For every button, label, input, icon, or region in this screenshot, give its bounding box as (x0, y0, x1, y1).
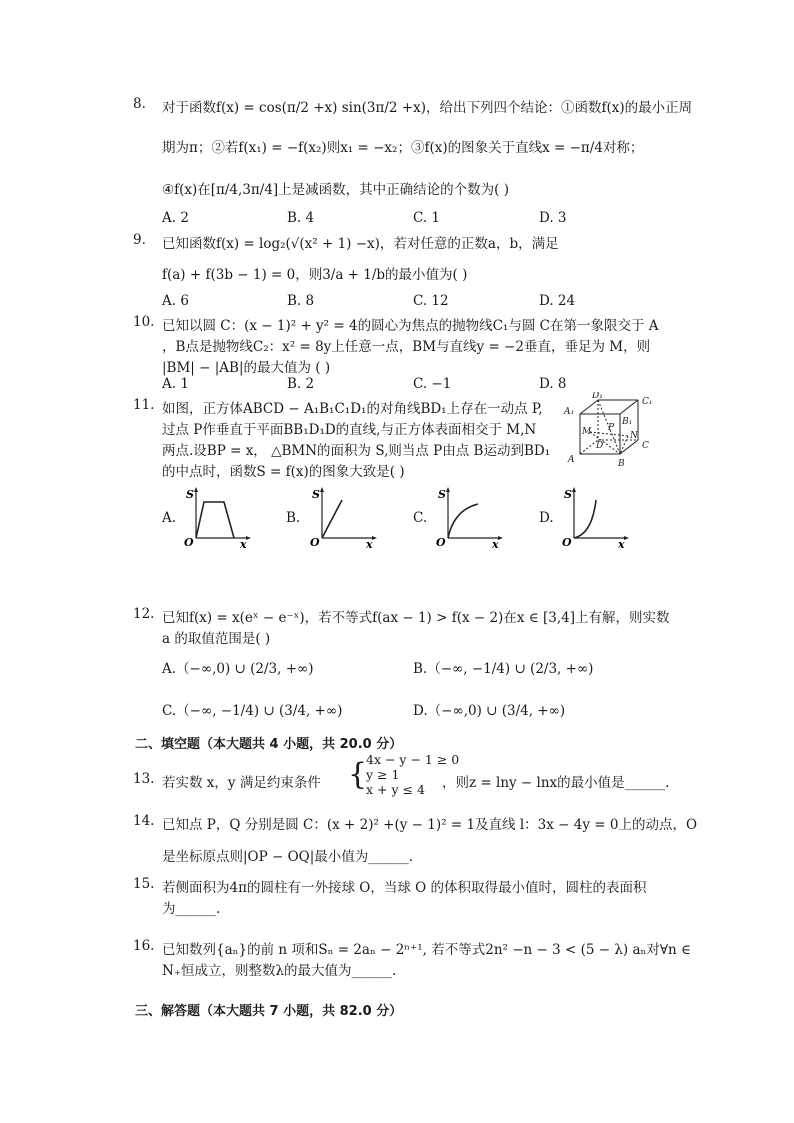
s-axis-label: S (564, 488, 572, 501)
option-c: C. 1 (413, 210, 441, 226)
question-number: 10. (133, 314, 155, 330)
question-text-line: 已知以圆 C：(x − 1)² + y² = 4的圆心为焦点的抛物线C₁与圆 C在第一象限交于 A (162, 318, 659, 334)
cube-label: D (596, 441, 604, 451)
cube-label: P (608, 423, 615, 433)
s-axis-label: S (312, 488, 320, 501)
question-text-line: ，则z = lny − lnx的最小值是______. (442, 775, 670, 791)
graph-curve (448, 504, 478, 538)
question-text-line: N₊恒成立，则整数λ的最大值为______. (162, 963, 397, 979)
question-text-line: 已知f(x) = x(eˣ − e⁻ˣ)，若不等式f(ax − 1) > f(x − 2)在x ∈ [3,4]上有解，则实数 (162, 610, 670, 626)
question-number: 14. (133, 813, 155, 829)
cube-label: A (568, 455, 575, 465)
question-text-line: 是坐标原点则|OP − OQ|最小值为______. (162, 849, 414, 865)
option-b: B. 2 (287, 376, 315, 392)
question-text-line: 期为π；②若f(x₁) = −f(x₂)则x₁ = −x₂；③f(x)的图象关于直线x = −π/4对称； (162, 140, 644, 156)
question-number: 16. (133, 938, 155, 954)
x-axis-label: x (366, 538, 373, 548)
option-c: C. 12 (413, 293, 449, 309)
option-d: D. (539, 510, 554, 526)
graph-curve (322, 500, 342, 538)
question-text-line: 为______. (162, 901, 221, 917)
cube-label: C₁ (642, 397, 653, 407)
origin-label: O (184, 536, 194, 548)
option-b: B. 8 (287, 293, 315, 309)
cube-label: D₁ (592, 392, 603, 401)
question-number: 11. (133, 397, 155, 413)
option-a: A. 1 (162, 376, 189, 392)
option-d: D. 8 (539, 376, 567, 392)
option-a: A. 2 (162, 210, 189, 226)
graph-b (308, 486, 378, 548)
cube-label: N (630, 431, 638, 441)
question-number: 12. (133, 606, 155, 622)
option-c: C.（−∞, −1/4) ∪ (3/4, +∞) (162, 703, 343, 719)
question-text-line: 对于函数f(x) = cos(π/2 +x) sin(3π/2 +x)，给出下列四个结论：①函数f(x)的最小正周 (162, 100, 693, 116)
x-axis-label: x (618, 538, 625, 548)
option-d: D. 24 (539, 293, 576, 309)
s-axis-label: S (438, 488, 446, 501)
system-brace: { (348, 757, 368, 792)
option-b: B. (286, 510, 301, 526)
question-text-line: 若侧面积为4π的圆柱有一外接球 O，当球 O 的体积取得最小值时，圆柱的表面积 (162, 880, 647, 896)
option-b: B. 4 (287, 210, 315, 226)
question-text-line: 过点 P作垂直于平面BB₁D₁D的直线,与正方体表面相交于 M,N (162, 422, 537, 438)
question-text-line: ，B点是抛物线C₂：x² = 8y上任意一点，BM与直线y = −2垂直，垂足为 M，则 (162, 339, 651, 355)
cube-label: B₁ (622, 417, 633, 427)
section-heading-fill: 二、填空题（本大题共 4 小题，共 20.0 分） (135, 737, 403, 752)
option-c: C. (413, 510, 428, 526)
graph-d (560, 486, 630, 548)
graph-curve (574, 500, 596, 538)
question-number: 8. (133, 96, 146, 112)
question-number: 15. (133, 876, 155, 892)
graph-curve (196, 502, 234, 538)
s-axis-label: S (186, 488, 194, 501)
x-axis-label: x (492, 538, 499, 548)
question-text-line: ④f(x)在[π/4,3π/4]上是减函数，其中正确结论的个数为( ) (162, 182, 510, 198)
constraint-line: x + y ≤ 4 (366, 782, 425, 797)
constraint-line: y ≥ 1 (366, 767, 400, 782)
origin-label: O (436, 536, 446, 548)
origin-label: O (310, 536, 320, 548)
question-text-line: 已知函数f(x) = log₂(√(x² + 1) −x)，若对任意的正数a，b，满足 (162, 236, 559, 252)
cube-figure (562, 392, 662, 474)
question-text-line: 已知点 P，Q 分别是圆 C：(x + 2)² +(y − 1)² = 1及直线 l：3x − 4y = 0上的动点，O (162, 817, 698, 833)
option-a: A. 6 (162, 293, 189, 309)
question-text-line: 的中点时，函数S = f(x)的图象大致是( ) (162, 464, 405, 480)
question-text-line: f(a) + f(3b − 1) = 0，则3/a + 1/b的最小值为( ) (162, 267, 468, 283)
cube-label: B (618, 459, 625, 469)
question-text-line: 已知数列{aₙ}的前 n 项和Sₙ = 2aₙ − 2ⁿ⁺¹, 若不等式2n² −n − 3 < (5 − λ) aₙ对∀n ∈ (162, 942, 691, 958)
constraint-line: 4x − y − 1 ≥ 0 (366, 752, 460, 767)
option-c: C. −1 (413, 376, 452, 392)
option-d: D.（−∞,0) ∪ (3/4, +∞) (413, 703, 566, 719)
graph-c (434, 486, 504, 548)
cube-label: A₁ (564, 407, 575, 417)
question-text-line: 若实数 x，y 满足约束条件 (162, 775, 321, 791)
x-axis-label: x (240, 538, 247, 548)
option-a: A. (162, 510, 177, 526)
option-b: B.（−∞, −1/4) ∪ (2/3, +∞) (413, 661, 594, 677)
question-text-line: |BM| − |AB|的最大值为 ( ) (162, 360, 331, 376)
question-text-line: 两点.设BP = x， △BMN的面积为 S,则当点 P由点 B运动到BD₁ (162, 443, 551, 459)
origin-label: O (562, 536, 572, 548)
cube-label: C (642, 441, 649, 451)
question-text-line: a 的取值范围是( ) (162, 631, 271, 647)
question-number: 9. (133, 232, 146, 248)
section-heading-answer: 三、解答题（本大题共 7 小题，共 82.0 分） (135, 1004, 403, 1019)
option-a: A.（−∞,0) ∪ (2/3, +∞) (162, 661, 314, 677)
question-number: 13. (133, 771, 155, 787)
option-d: D. 3 (539, 210, 567, 226)
cube-label: M (582, 427, 592, 437)
question-text-line: 如图，正方体ABCD − A₁B₁C₁D₁的对角线BD₁上存在一动点 P, (162, 401, 543, 417)
graph-a (182, 486, 252, 548)
